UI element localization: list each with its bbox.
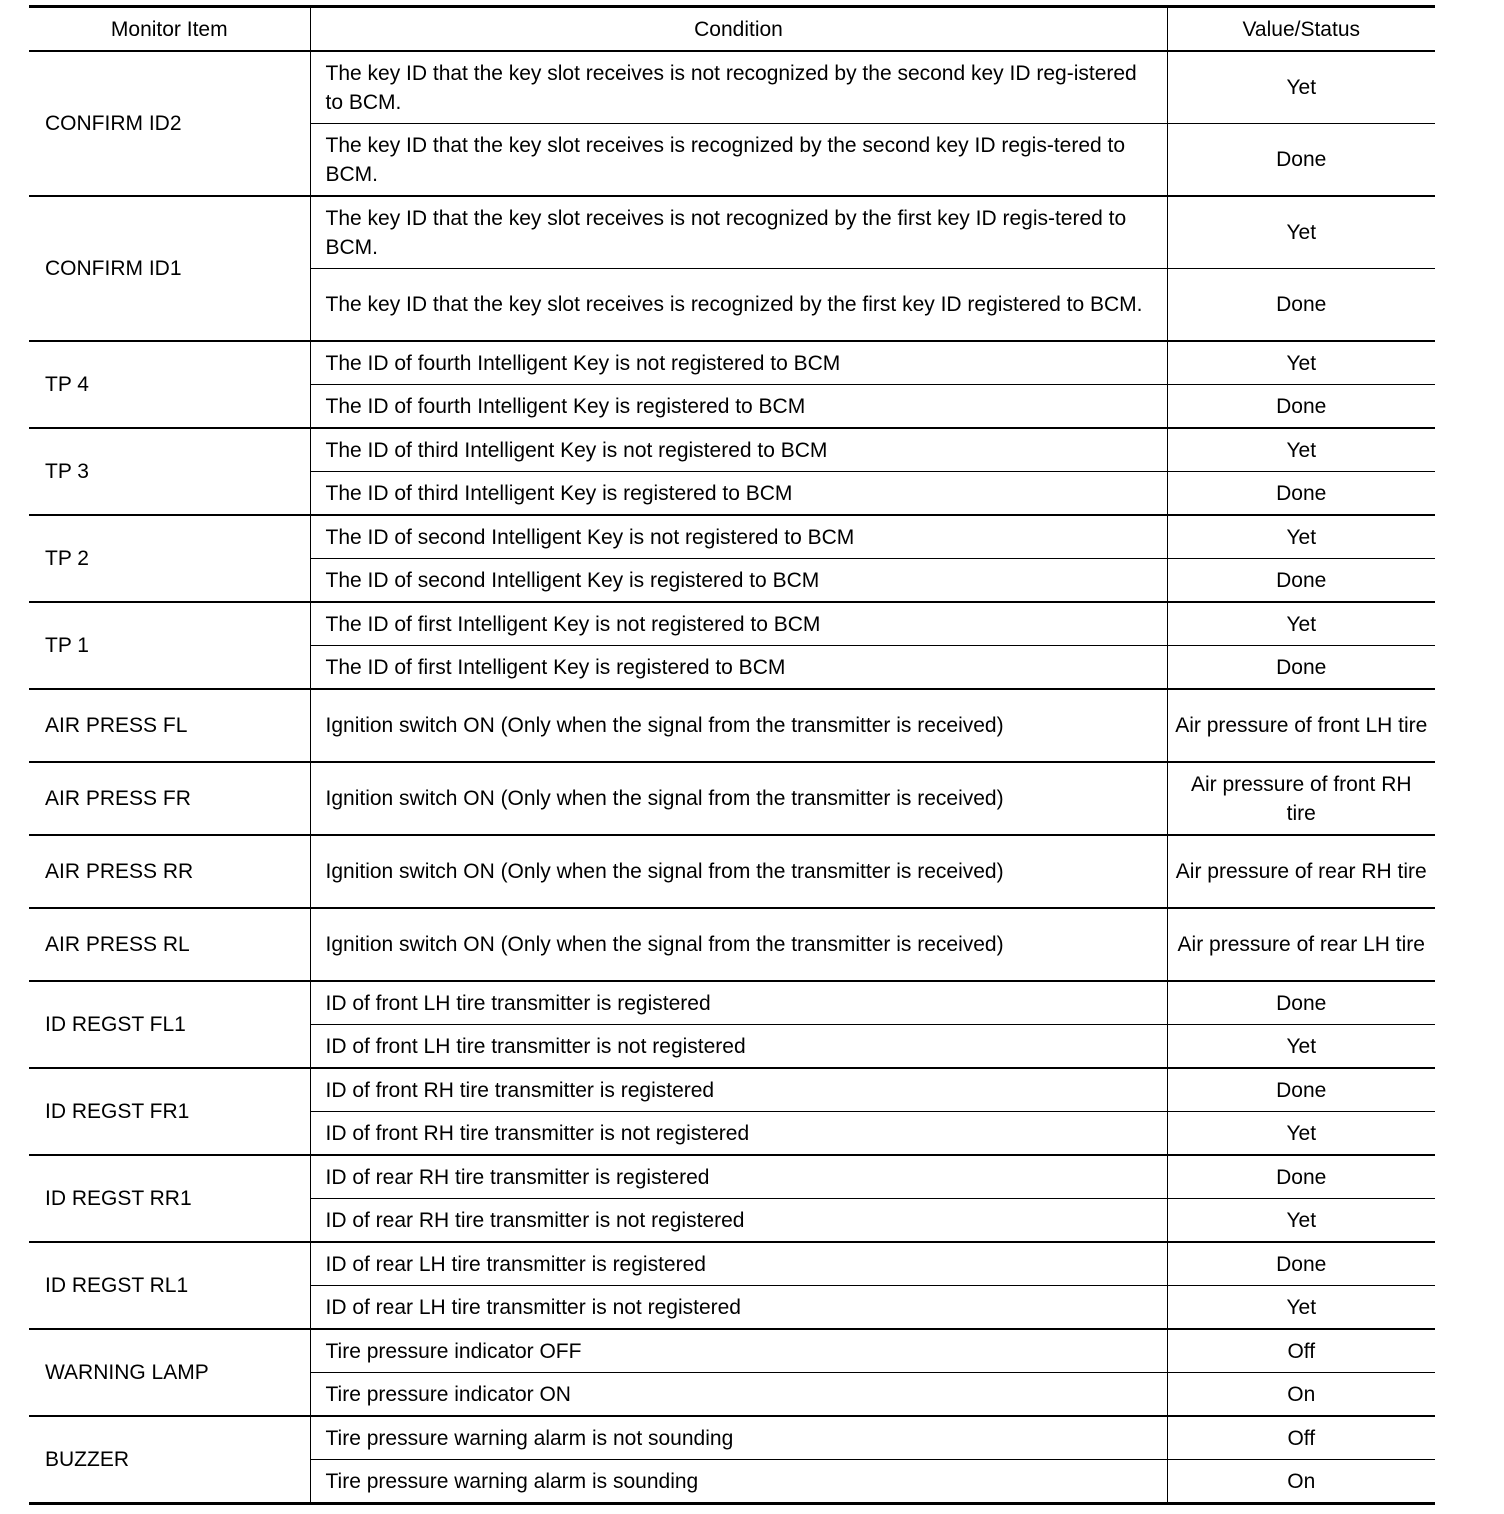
value-status-cell: Done [1167, 981, 1435, 1025]
condition-cell: ID of front LH tire transmitter is registered [310, 981, 1167, 1025]
condition-cell: The ID of first Intelligent Key is not registered to BCM [310, 602, 1167, 646]
monitor-group [29, 1329, 1435, 1416]
condition-cell: Tire pressure warning alarm is sounding [310, 1460, 1167, 1504]
monitor-item-name: AIR PRESS RL [29, 908, 310, 981]
condition-cell: ID of rear LH tire transmitter is not registered [310, 1286, 1167, 1330]
condition-cell: The ID of third Intelligent Key is registered to BCM [310, 472, 1167, 516]
condition-cell: The ID of third Intelligent Key is not registered to BCM [310, 428, 1167, 472]
condition-cell: ID of rear LH tire transmitter is registered [310, 1242, 1167, 1286]
value-status-cell: Done [1167, 472, 1435, 516]
condition-cell: ID of front RH tire transmitter is registered [310, 1068, 1167, 1112]
monitor-group [29, 515, 1435, 602]
value-status-cell: Done [1167, 1242, 1435, 1286]
value-status-cell: Air pressure of front LH tire [1167, 689, 1435, 762]
monitor-item-name: CONFIRM ID1 [29, 196, 310, 341]
table-row [29, 1416, 1435, 1460]
value-status-cell: Done [1167, 269, 1435, 342]
table-row [29, 908, 1435, 981]
value-status-cell: Done [1167, 646, 1435, 690]
header-row [29, 7, 1435, 52]
condition-cell: ID of rear RH tire transmitter is registered [310, 1155, 1167, 1199]
monitor-item-name: TP 2 [29, 515, 310, 602]
monitor-group [29, 689, 1435, 762]
condition-cell: The key ID that the key slot receives is recognized by the first key ID registered to BCM. [310, 269, 1167, 342]
monitor-item-name: AIR PRESS RR [29, 835, 310, 908]
monitor-group [29, 981, 1435, 1068]
condition-cell: Ignition switch ON (Only when the signal from the transmitter is received) [310, 689, 1167, 762]
value-status-cell: Done [1167, 124, 1435, 197]
condition-cell: ID of front RH tire transmitter is not registered [310, 1112, 1167, 1156]
monitor-group [29, 428, 1435, 515]
monitor-table [29, 5, 1435, 1505]
monitor-group [29, 602, 1435, 689]
monitor-item-name: ID REGST RR1 [29, 1155, 310, 1242]
condition-cell: ID of rear RH tire transmitter is not registered [310, 1199, 1167, 1243]
monitor-item-name: ID REGST FL1 [29, 981, 310, 1068]
monitor-group [29, 1068, 1435, 1155]
monitor-group [29, 1242, 1435, 1329]
table-row [29, 51, 1435, 124]
condition-cell: Tire pressure indicator OFF [310, 1329, 1167, 1373]
condition-cell: The ID of second Intelligent Key is not registered to BCM [310, 515, 1167, 559]
monitor-group [29, 51, 1435, 196]
monitor-item-name: TP 4 [29, 341, 310, 428]
monitor-item-name: AIR PRESS FR [29, 762, 310, 835]
monitor-item-name: AIR PRESS FL [29, 689, 310, 762]
value-status-cell: Yet [1167, 602, 1435, 646]
value-status-cell: Done [1167, 1155, 1435, 1199]
table-row [29, 341, 1435, 385]
condition-cell: Ignition switch ON (Only when the signal from the transmitter is received) [310, 835, 1167, 908]
condition-cell: The ID of fourth Intelligent Key is registered to BCM [310, 385, 1167, 429]
monitor-item-name: BUZZER [29, 1416, 310, 1504]
condition-cell: Ignition switch ON (Only when the signal from the transmitter is received) [310, 908, 1167, 981]
value-status-cell: Air pressure of rear RH tire [1167, 835, 1435, 908]
value-status-cell: Air pressure of rear LH tire [1167, 908, 1435, 981]
table-row [29, 602, 1435, 646]
monitor-item-name: TP 3 [29, 428, 310, 515]
value-status-cell: Air pressure of front RH tire [1167, 762, 1435, 835]
value-status-cell: Done [1167, 1068, 1435, 1112]
table-row [29, 428, 1435, 472]
monitor-group [29, 835, 1435, 908]
value-status-cell: Yet [1167, 341, 1435, 385]
condition-cell: The key ID that the key slot receives is not recognized by the second key ID reg-istered to BCM. [310, 51, 1167, 124]
monitor-group [29, 196, 1435, 341]
table-row [29, 1068, 1435, 1112]
table-row [29, 762, 1435, 835]
monitor-group [29, 1416, 1435, 1504]
table-row [29, 1329, 1435, 1373]
condition-cell: The ID of fourth Intelligent Key is not registered to BCM [310, 341, 1167, 385]
table-row [29, 1242, 1435, 1286]
monitor-item-name: WARNING LAMP [29, 1329, 310, 1416]
condition-cell: The ID of first Intelligent Key is registered to BCM [310, 646, 1167, 690]
table-row [29, 689, 1435, 762]
header-condition: Condition [310, 7, 1167, 52]
value-status-cell: Yet [1167, 196, 1435, 269]
monitor-item-name: ID REGST FR1 [29, 1068, 310, 1155]
monitor-item-name: ID REGST RL1 [29, 1242, 310, 1329]
condition-cell: Ignition switch ON (Only when the signal from the transmitter is received) [310, 762, 1167, 835]
header-value-status: Value/Status [1167, 7, 1435, 52]
condition-cell: The ID of second Intelligent Key is registered to BCM [310, 559, 1167, 603]
condition-cell: Tire pressure indicator ON [310, 1373, 1167, 1417]
table-row [29, 196, 1435, 269]
value-status-cell: Yet [1167, 1025, 1435, 1069]
monitor-item-name: TP 1 [29, 602, 310, 689]
value-status-cell: Yet [1167, 428, 1435, 472]
header-monitor-item: Monitor Item [29, 7, 310, 52]
condition-cell: The key ID that the key slot receives is recognized by the second key ID regis-tered to BCM. [310, 124, 1167, 197]
monitor-group [29, 762, 1435, 835]
monitor-item-name: CONFIRM ID2 [29, 51, 310, 196]
value-status-cell: Done [1167, 385, 1435, 429]
table-row [29, 835, 1435, 908]
table-row [29, 515, 1435, 559]
condition-cell: The key ID that the key slot receives is not recognized by the first key ID regis-tered to BCM. [310, 196, 1167, 269]
monitor-group [29, 1155, 1435, 1242]
value-status-cell: Yet [1167, 51, 1435, 124]
value-status-cell: On [1167, 1373, 1435, 1417]
value-status-cell: Done [1167, 559, 1435, 603]
table-row [29, 981, 1435, 1025]
value-status-cell: Off [1167, 1416, 1435, 1460]
value-status-cell: Yet [1167, 1112, 1435, 1156]
value-status-cell: Yet [1167, 1286, 1435, 1330]
condition-cell: Tire pressure warning alarm is not sounding [310, 1416, 1167, 1460]
value-status-cell: On [1167, 1460, 1435, 1504]
value-status-cell: Yet [1167, 1199, 1435, 1243]
monitor-group [29, 908, 1435, 981]
table-row [29, 1155, 1435, 1199]
value-status-cell: Off [1167, 1329, 1435, 1373]
condition-cell: ID of front LH tire transmitter is not registered [310, 1025, 1167, 1069]
monitor-group [29, 341, 1435, 428]
value-status-cell: Yet [1167, 515, 1435, 559]
